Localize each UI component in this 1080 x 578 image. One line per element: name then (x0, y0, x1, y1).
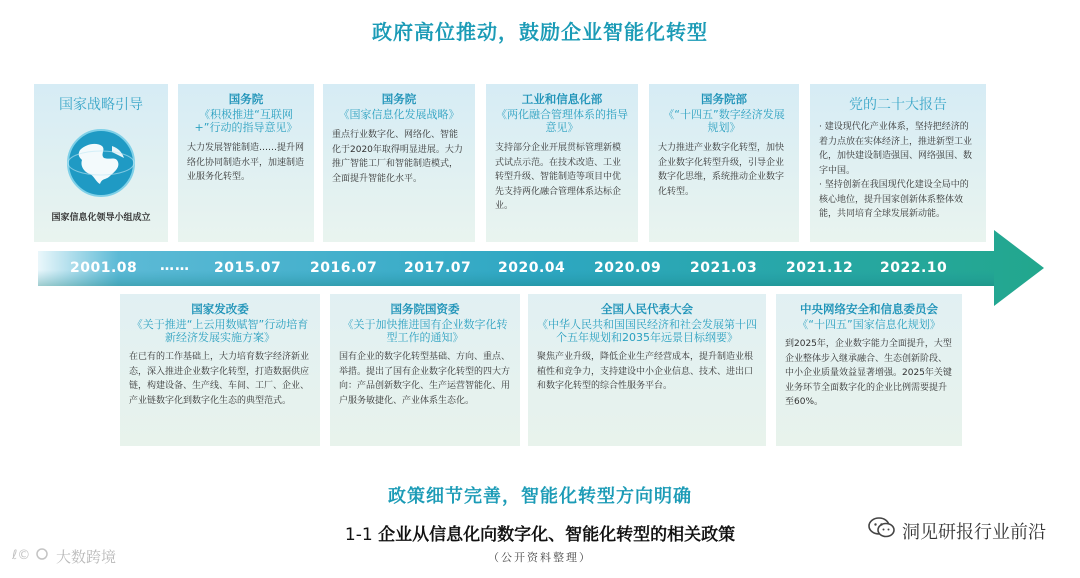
caption-text: 企业从信息化向数字化、智能化转型的相关政策 (378, 525, 736, 545)
card-doc: 《中华人民共和国国民经济和社会发展第十四个五年规划和2035年远景目标纲要》 (537, 318, 757, 344)
card-doc: 《“十四五”数字经济发展规划》 (663, 108, 785, 134)
card-org: 国务院部 (701, 92, 747, 106)
card-state-council-info-strategy (323, 84, 475, 242)
date-label: 2021.12 (786, 260, 854, 276)
bottom-title: 政策细节完善，智能化转型方向明确 (388, 486, 692, 507)
date-label: 2021.03 (690, 260, 758, 276)
caption-number: 1-1 (344, 525, 373, 545)
card-body: 聚焦产业升级，降低企业生产经营成本，提升制造业根植性和竞争力，支持建设中小企业信息、技术、进出口和数字化转型的综合性服务平台。 (537, 352, 754, 391)
card-doc: 《“十四五”国家信息化规划》 (797, 318, 941, 331)
card-npc-14th-plan (528, 294, 766, 446)
card-body: 重点行业数字化、网络化、智能化于2020年取得明显进展。大力推广智能工厂和智能制造模式，全面提升智能化水平。 (332, 130, 463, 184)
date-label: 2001.08 (70, 260, 138, 276)
card-body: 支持部分企业开展贯标管理新模式试点示范。在技术改造、工业转型升级、智能制造等项目中优先支持两化融合管理体系达标企业。 (495, 143, 622, 211)
card-doc: 《关于加快推进国有企业数字化转型工作的通知》 (342, 318, 508, 344)
globe-icon (66, 128, 136, 198)
watermark-left (12, 545, 116, 567)
date-label: 2016.07 (310, 260, 378, 276)
card-org: 工业和信息化部 (521, 92, 603, 106)
card-body: 大力推进产业数字化转型，加快企业数字化转型升级，引导企业数字化思维，系统推动企业数字化转型。 (658, 143, 785, 197)
card-cac-informatization (776, 294, 962, 446)
wechat-icon (868, 517, 896, 544)
card-doc: 《两化融合管理体系的指导意见》 (496, 108, 628, 134)
top-title: 政府高位推动，鼓励企业智能化转型 (372, 20, 708, 44)
card-national-strategy (34, 84, 168, 242)
figure-subcaption: （公开资料整理） (488, 551, 592, 564)
globe-caption: 国家信息化领导小组成立 (51, 213, 151, 223)
watermark-left-text: 大数跨境 (56, 547, 117, 566)
card-org: 国务院 (228, 92, 264, 106)
date-label: 2022.10 (880, 260, 948, 276)
card-miit-integration (486, 84, 638, 242)
card-doc: 《国家信息化发展战略》 (338, 108, 460, 121)
card-body: 大力发展智能制造……提升网络化协同制造水平，加速制造业服务化转型。 (187, 143, 305, 182)
card-doc: 《积极推进“互联网+”行动的指导意见》 (194, 108, 298, 134)
card-org: 国务院 (381, 92, 417, 106)
card-20th-congress-report (810, 84, 986, 242)
card-org: 国家发改委 (191, 302, 249, 316)
card-ndrc-cloud (120, 294, 320, 446)
svg-text:ℓ©: ℓ© (12, 548, 31, 563)
watermark-right-text: 洞见研报行业前沿 (902, 521, 1046, 543)
date-label: 2017.07 (404, 260, 472, 276)
brand-logo-icon (12, 545, 52, 567)
card-org: 国务院国资委 (390, 302, 460, 316)
card-sasac-digital (330, 294, 520, 446)
card-body: 在已有的工作基础上，大力培育数字经济新业态，深入推进企业数字化转型，打造数据供应链，构建设备、生产线、车间、工厂、企业、产业链数字化到数字化生态的典型范式。 (129, 352, 310, 406)
card-body: · 建设现代化产业体系，坚持把经济的着力点放在实体经济上，推进新型工业化，加快建设制造强国、网络强国、数字中国。 · 坚持创新在我国现代化建设全局中的核心地位，提升国家创新体系整体效能，共同培育全球发展新动能。 (819, 122, 973, 219)
date-label: 2020.09 (594, 260, 662, 276)
card-title: 国家战略引导 (59, 97, 143, 113)
card-doc: 《关于推进“上云用数赋智”行动培育新经济发展实施方案》 (131, 318, 309, 344)
card-org: 全国人民代表大会 (601, 302, 693, 316)
card-org: 中央网络安全和信息委员会 (800, 302, 938, 316)
date-label: 2015.07 (214, 260, 282, 276)
watermark-right (868, 517, 1046, 544)
date-label: 2020.04 (498, 260, 566, 276)
card-digital-economy-plan (649, 84, 799, 242)
card-title: 党的二十大报告 (849, 97, 947, 113)
card-state-council-internet-plus (178, 84, 314, 242)
card-body: 国有企业的数字化转型基础、方向、重点、举措。提出了国有企业数字化转型的四大方向：产品创新数字化、生产运营智能化、用户服务敏捷化、产业体系生态化。 (339, 352, 511, 406)
date-ellipsis: …… (160, 258, 190, 274)
card-body: 到2025年，企业数字能力全面提升，大型企业整体步入继承融合、生态创新阶段、中小企业质量效益显著增强。2025年关键业务环节全面数字化的企业比例需要提升至60%。 (785, 339, 952, 407)
